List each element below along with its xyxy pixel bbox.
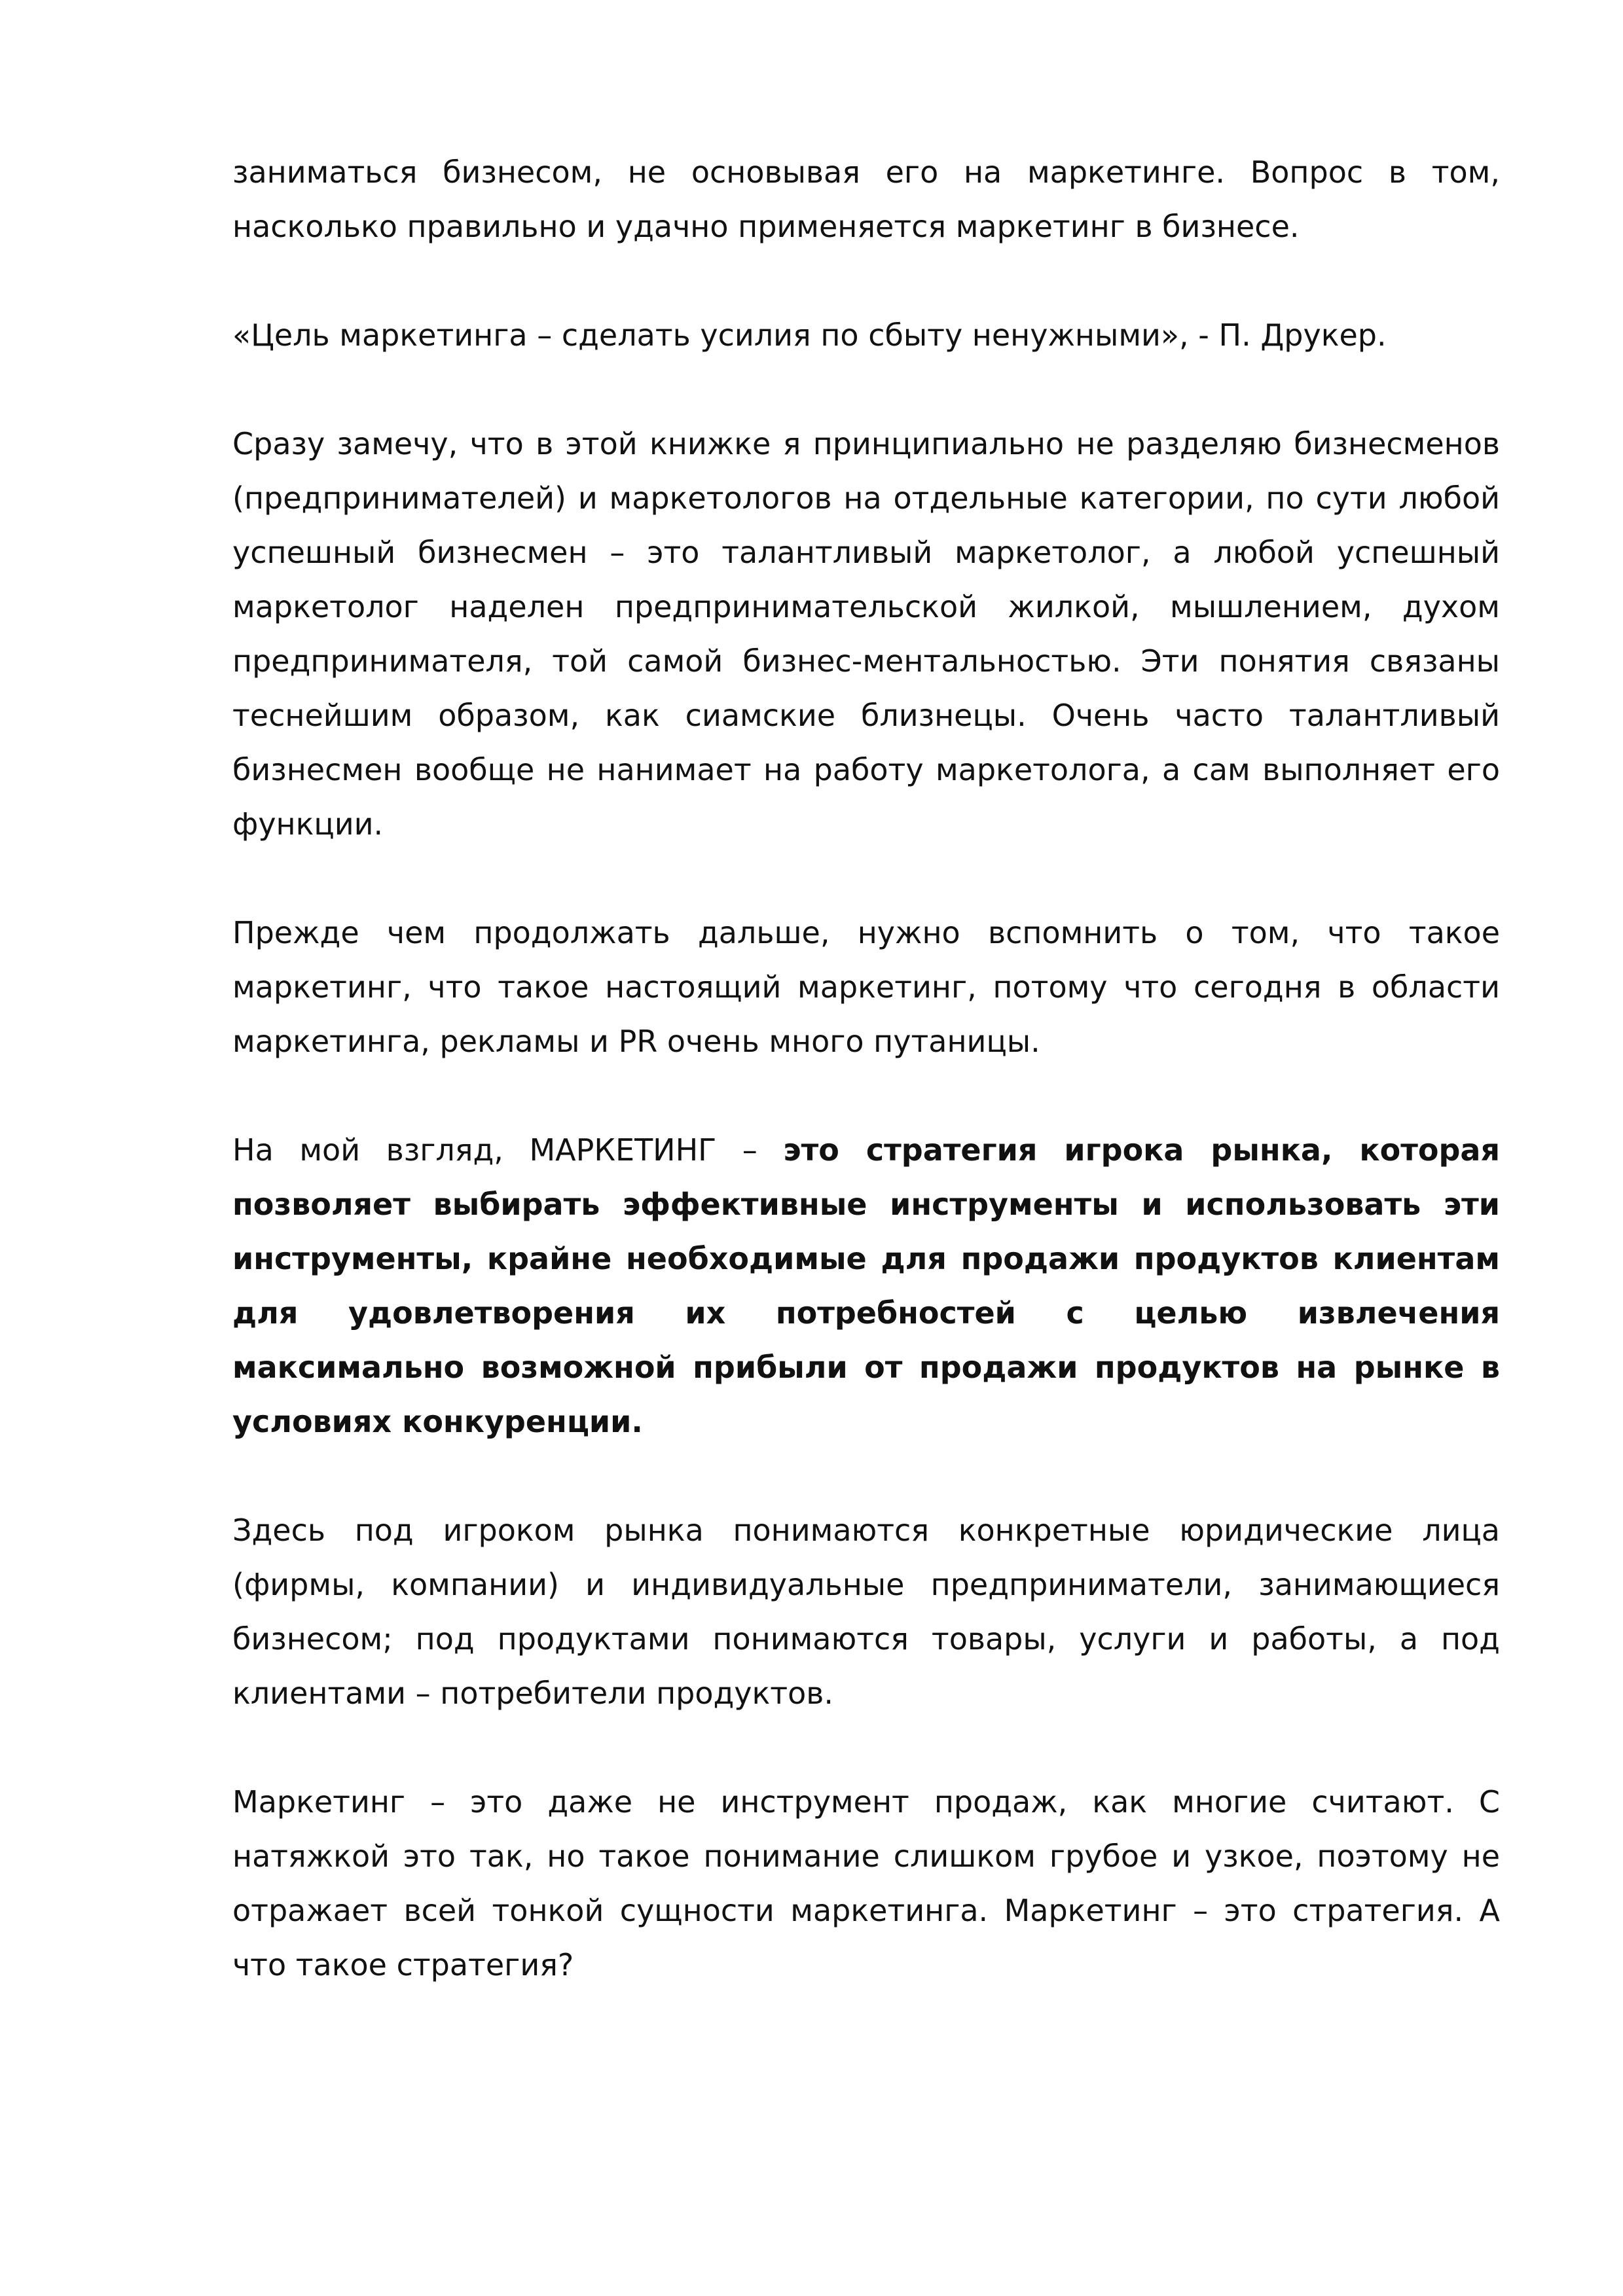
marketing-definition [232,1123,1500,1449]
paragraph: Здесь под игроком рынка понимаются конкретные юридические лица (фирмы, компании) и индивидуальные предприниматели, занимающиеся бизнесом; под продуктами понимаются товары, услуги и работы, а под клиентами – потребители продуктов. [232,1513,1500,1711]
paragraph: заниматься бизнесом, не основывая его на маркетинге. Вопрос в том, насколько правильно и удачно применяется маркетинг в бизнесе. [232,154,1500,244]
paragraph: Маркетинг – это даже не инструмент продаж, как многие считают. С натяжкой это так, но такое понимание слишком грубое и узкое, поэтому не отражает всей тонкой сущности маркетинга. Маркетинг – это стратегия. А что такое стратегия? [232,1784,1500,1982]
paragraph: Сразу замечу, что в этой книжке я принципиально не разделяю бизнесменов (предпринимателей) и маркетологов на отдельные категории, по сути любой успешный бизнесмен – это талантливый маркетолог, а любой успешный маркетолог наделен предпринимательской жилкой, мышлением, духом предпринимателя, той самой бизнес-ментальностью. Эти понятия связаны теснейшим образом, как сиамские близнецы. Очень часто талантливый бизнесмен вообще не нанимает на работу маркетолога, а сам выполняет его функции. [232,426,1500,842]
paragraph: Прежде чем продолжать дальше, нужно вспомнить о том, что такое маркетинг, что такое настоящий маркетинг, потому что сегодня в области маркетинга, рекламы и PR очень много путаницы. [232,915,1500,1059]
definition-bold-text: это стратегия игрока рынка, которая позволяет выбирать эффективные инструменты и использовать эти инструменты, крайне необходимые для продажи продуктов клиентам для удовлетворения их потребностей с целью извлечения максимально возможной прибыли от продажи продуктов на рынке в условиях конкуренции. [232,1132,1500,1439]
definition-intro: На мой взгляд, МАРКЕТИНГ – [232,1132,784,1168]
page-body [232,145,1500,1992]
drucker-quote: «Цель маркетинга – сделать усилия по сбыту ненужными», - П. Друкер. [232,317,1387,353]
